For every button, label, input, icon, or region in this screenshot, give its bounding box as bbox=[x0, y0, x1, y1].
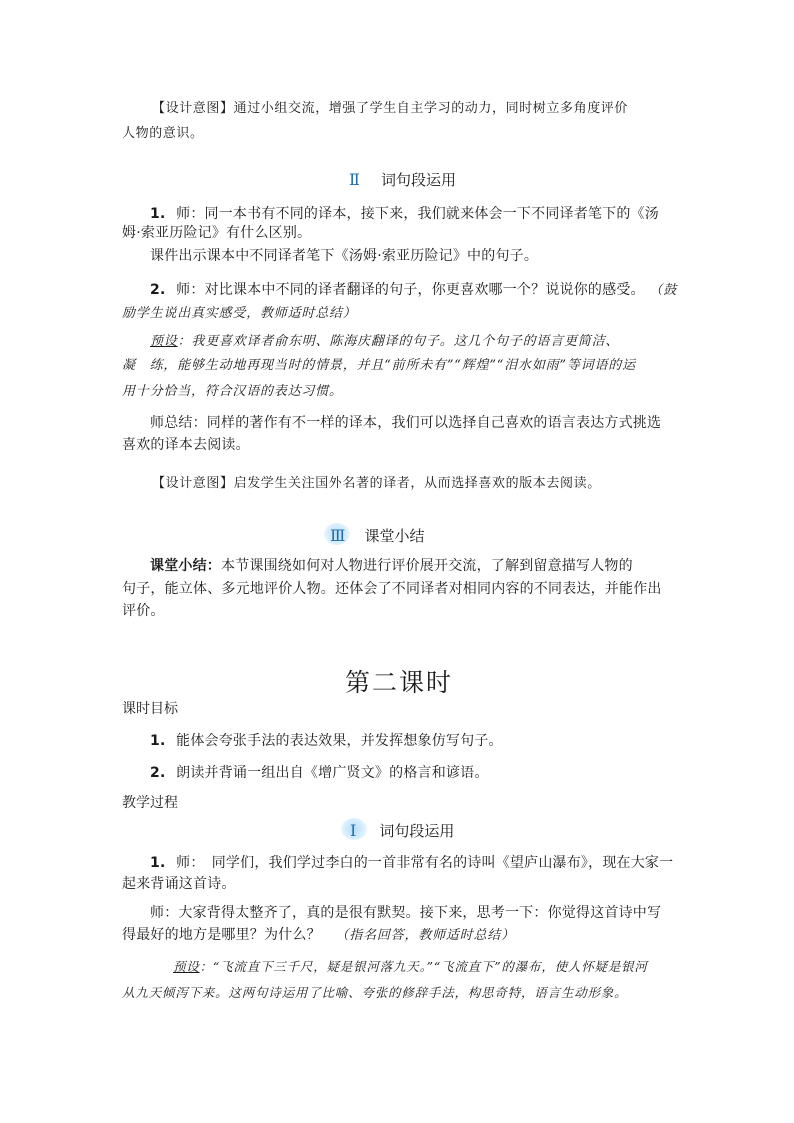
teacher-note: 励学生说出真实感受，教师适时总结） bbox=[122, 306, 357, 321]
section-heading-3 bbox=[330, 525, 425, 546]
paragraph-line bbox=[150, 203, 659, 223]
preset-answer-line: 凝 练，能够生动地再现当时的情景，并且“前所未有”“辉煌”“泪水如雨”等词语的运 bbox=[122, 358, 636, 373]
paragraph-line bbox=[150, 852, 673, 872]
paragraph-line bbox=[150, 279, 677, 299]
goal-item bbox=[150, 730, 503, 750]
subheading: 课时目标 bbox=[122, 701, 178, 717]
item-text: 得最好的地方是哪里？为什么？ bbox=[122, 927, 321, 943]
item-text: 师： 同学们，我们学过李白的一首非常有名的诗叫《望庐山瀑布》，现在大家一 bbox=[176, 855, 674, 871]
chapter-title: 第二课时 bbox=[345, 668, 454, 697]
paragraph-line: 课件出示课本中不同译者笔下《汤姆·索亚历险记》中的句子。 bbox=[150, 248, 539, 264]
design-intent-line: 人物的意识。 bbox=[122, 126, 204, 141]
summary-text: 本节课围绕如何对人物进行评价展开交流，了解到留意描写人物的 bbox=[221, 558, 633, 574]
paragraph-line: 师总结：同样的著作有不一样的译本，我们可以选择自己喜欢的语言表达方式挑选 bbox=[150, 415, 662, 431]
preset-answer-line: 从九天倾泻下来。这两句诗运用了比喻、夸张的修辞手法，构思奇特，语言生动形象。 bbox=[122, 985, 628, 1000]
preset-label: 预设 bbox=[173, 959, 200, 974]
item-text: 朗读并背诵一组出自《增广贤文》的格言和谚语。 bbox=[176, 765, 489, 781]
paragraph-line bbox=[122, 924, 515, 944]
item-number: 2. bbox=[150, 282, 166, 298]
paragraph-line: 评价。 bbox=[122, 603, 165, 619]
preset-answer-line bbox=[150, 330, 619, 349]
section-heading-2 bbox=[349, 169, 456, 190]
section-title: 课堂小结 bbox=[364, 527, 425, 545]
paragraph-line: 起来背诵这首诗。 bbox=[122, 876, 236, 892]
preset-text: ：“飞流直下三千尺，疑是银河落九天。”“飞流直下”的瀑布，使人怀疑是银河 bbox=[199, 959, 648, 974]
section-title: 词句段运用 bbox=[379, 822, 455, 840]
item-number: 1. bbox=[150, 855, 166, 871]
preset-answer-line: 用十分恰当，符合汉语的表达习惯。 bbox=[122, 384, 343, 399]
paragraph-line: 喜欢的译本去阅读。 bbox=[122, 437, 250, 453]
subheading: 教学过程 bbox=[122, 795, 178, 811]
section-numeral: Ⅲ bbox=[330, 526, 346, 545]
teacher-note: （鼓 bbox=[649, 283, 677, 298]
paragraph-line: 姆·索亚历险记》有什么区别。 bbox=[122, 225, 312, 241]
summary-label: 课堂小结： bbox=[150, 558, 221, 574]
section-title: 词句段运用 bbox=[380, 171, 456, 189]
item-text: 师：对比课本中不同的译者翻译的句子，你更喜欢哪一个？说说你的感受。 bbox=[176, 282, 645, 298]
paragraph-line bbox=[150, 555, 633, 575]
paragraph-line: 师：大家背得太整齐了，真的是很有默契。接下来，思考一下：你觉得这首诗中写 bbox=[150, 905, 662, 921]
design-intent-line: 【设计意图】启发学生关注国外名著的译者，从而选择喜欢的版本去阅读。 bbox=[152, 476, 601, 491]
item-number: 2. bbox=[150, 765, 166, 781]
section-numeral: Ⅰ bbox=[350, 821, 357, 840]
preset-text: ：我更喜欢译者俞东明、陈海庆翻译的句子。这几个句子的语言更简洁、 bbox=[177, 334, 620, 349]
goal-item bbox=[150, 762, 489, 782]
item-text: 师：同一本书有不同的译本，接下来，我们就来体会一下不同译者笔下的《汤 bbox=[176, 206, 659, 222]
preset-answer-line bbox=[173, 957, 648, 975]
item-text: 能体会夸张手法的表达效果，并发挥想象仿写句子。 bbox=[176, 733, 503, 749]
section-heading-1 bbox=[350, 820, 454, 841]
item-number: 1. bbox=[150, 733, 166, 749]
item-number: 1. bbox=[150, 206, 166, 222]
paragraph-line: 句子，能立体、多元地评价人物。还体会了不同译者对相同内容的不同表达，并能作出 bbox=[122, 581, 662, 597]
section-numeral: Ⅱ bbox=[349, 170, 360, 189]
teacher-note: （指名回答，教师适时总结） bbox=[335, 928, 515, 943]
preset-label: 预设 bbox=[150, 334, 178, 349]
design-intent-line: 【设计意图】通过小组交流，增强了学生自主学习的动力，同时树立多角度评价 bbox=[152, 101, 629, 116]
